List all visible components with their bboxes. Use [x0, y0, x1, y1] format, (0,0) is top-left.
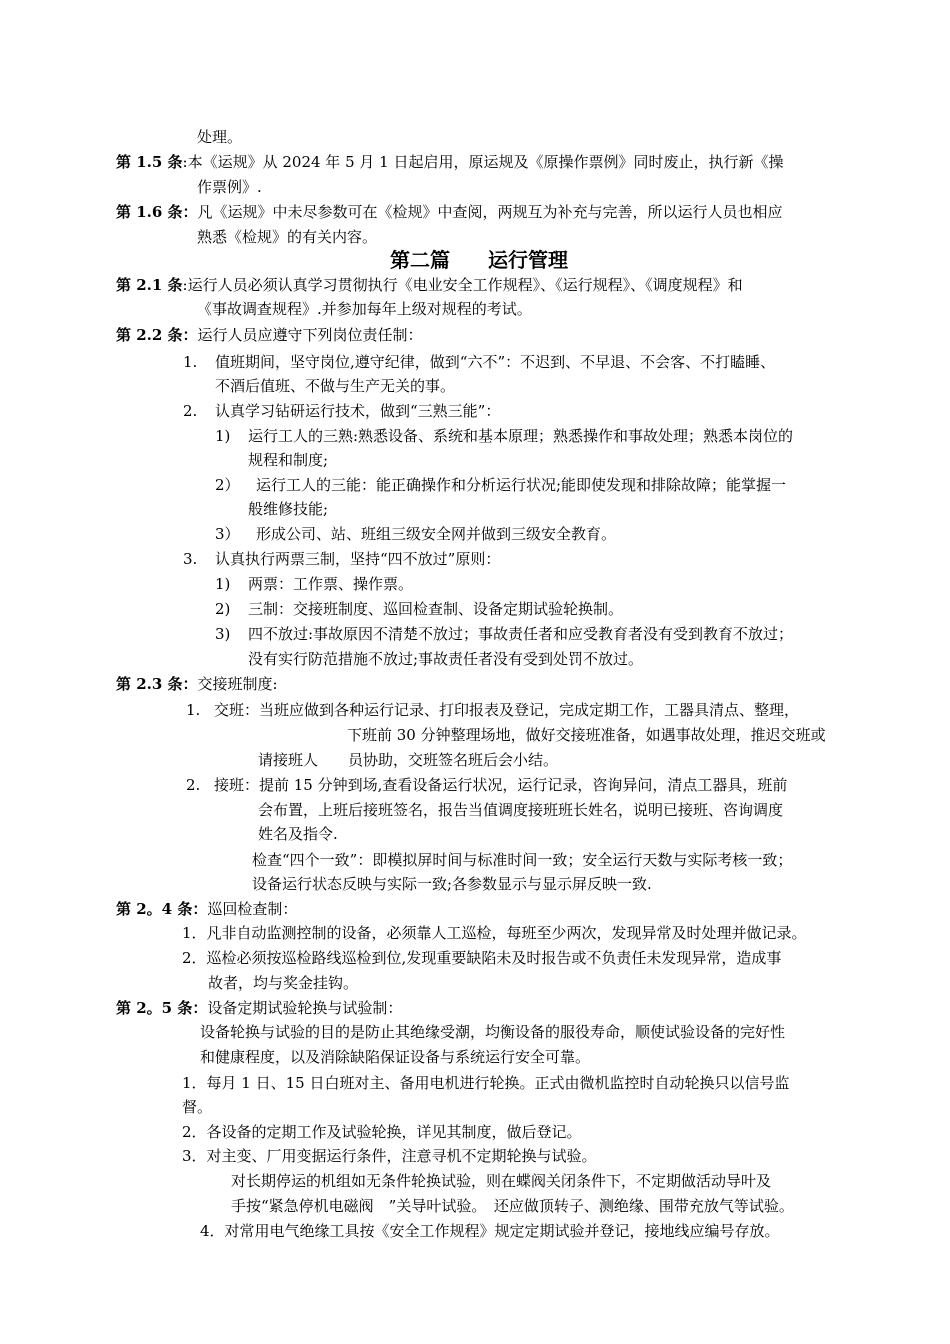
text-line: 凡《运规》中未尽参数可在《检规》中查阅，两规互为补充与完善，所以运行人员也相应 — [197, 203, 783, 221]
text-line: 接班：提前 15 分钟到场,查看设备运行状况，运行记录，咨询异问，清点工器具，班前 — [214, 776, 788, 794]
text-line: 巡回检查制： — [207, 900, 298, 918]
list-number: 3） — [215, 525, 240, 543]
text-line: 认真学习钻研运行技术，做到“三熟三能”： — [215, 402, 501, 420]
article-2-4 — [116, 899, 297, 919]
article-2-5 — [116, 998, 402, 1018]
article-label: 第 1.5 条 — [116, 153, 183, 171]
article-label: 第 2.3 条： — [116, 675, 198, 693]
text-line: 2．巡检必须按巡检路线巡检到位,发现重要缺陷未及时报告或不负责任未发现异常，造成事 — [182, 949, 782, 967]
list-number: 3. — [183, 550, 198, 568]
text-line: 请接班人 员协助，交班签名班后会小结。 — [258, 751, 559, 769]
article-1-6 — [116, 202, 783, 222]
list-number: 1) — [215, 427, 231, 445]
text-line: 四不放过:事故原因不清楚不放过；事故责任者和应受教育者没有受到教育不放过； — [248, 625, 794, 643]
text-line: 不酒后值班、不做与生产无关的事。 — [215, 377, 456, 395]
list-number: 1. — [186, 701, 201, 719]
text-line: 督。 — [182, 1098, 213, 1116]
article-label: 第 2.2 条： — [116, 326, 198, 344]
text-line: 运行工人的三能：能正确操作和分析运行状况;能即使发现和排除故障；能掌握一 — [256, 476, 787, 494]
text-line: 手按“紧急停机电磁阀 ”关导叶试验。 还应做顶转子、测绝缘、围带充放气等试验。 — [231, 1197, 794, 1215]
text-line: 运行人员应遵守下列岗位责任制： — [197, 326, 423, 344]
text-line: 故者，均与奖金挂钩。 — [208, 974, 359, 992]
list-number: 2. — [186, 776, 201, 794]
text-line: 3．对主变、厂用变据运行条件，注意寻机不定期轮换与试验。 — [182, 1147, 597, 1165]
part-number: 第二篇 — [390, 248, 450, 272]
text-line: :本《运规》从 2024 年 5 月 1 日起启用，原运规及《原操作票例》同时废止，执行新《操 — [182, 153, 784, 171]
text-line: 会布置，上班后接班签名，报告当值调度接班班长姓名，说明已接班、咨询调度 — [258, 801, 784, 819]
text-line: 般维修技能; — [248, 500, 329, 518]
text-line: 下班前 30 分钟整理场地，做好交接班准备，如遇事故处理，推迟交班或 — [347, 726, 826, 744]
text-line: 2．各设备的定期工作及试验轮换，详见其制度，做后登记。 — [182, 1123, 582, 1141]
text-line: 认真执行两票三制，坚持“四不放过”原则： — [215, 550, 501, 568]
article-label: 第 2.1 条 — [116, 276, 183, 294]
text-line: 设备轮换与试验的目的是防止其绝缘受潮，均衡设备的服役寿命，顺使试验设备的完好性 — [200, 1023, 786, 1041]
text-line: 交接班制度: — [197, 675, 278, 693]
text-line: :运行人员必须认真学习贯彻执行《电业安全工作规程》、《运行规程》、《调度规程》和 — [182, 276, 743, 294]
text-line: 姓名及指令. — [258, 825, 338, 843]
article-2-3 — [116, 674, 278, 694]
text-line: 熟悉《检规》的有关内容。 — [197, 228, 378, 246]
text-line: 对长期停运的机组如无条件轮换试验，则在蝶阀关闭条件下，不定期做活动导叶及 — [231, 1172, 772, 1190]
text-line: 设备运行状态反映与实际一致;各参数显示与显示屏反映一致. — [252, 875, 652, 893]
list-number: 3) — [215, 625, 231, 643]
text-line: 4．对常用电气绝缘工具按《安全工作规程》规定定期试验并登记，接地线应编号存放。 — [200, 1222, 780, 1240]
text-line: 没有实行防范措施不放过;事故责任者没有受到处罚不放过。 — [248, 650, 644, 668]
article-label: 第 2。5 条： — [116, 999, 208, 1017]
part-title — [390, 247, 568, 273]
text-line: 两票：工作票、操作票。 — [248, 575, 414, 593]
text-line: 值班期间，坚守岗位,遵守纪律，做到“六不”：不迟到、不早退、不会客、不打瞌睡、 — [215, 353, 776, 371]
list-number: 2. — [183, 402, 198, 420]
text-line: 作票例》. — [197, 178, 262, 196]
text-line: 1．凡非自动监测控制的设备，必须靠人工巡检，每班至少两次，发现异常及时处理并做记录。 — [182, 924, 807, 942]
article-1-5 — [116, 152, 783, 172]
article-label: 第 2。4 条： — [116, 900, 208, 918]
text-line: 规程和制度; — [248, 451, 329, 469]
text-line: 1．每月 1 日、15 日白班对主、备用电机进行轮换。正式由微机监控时自动轮换只以信号监 — [182, 1074, 790, 1092]
text-line: 形成公司、站、班组三级安全网并做到三级安全教育。 — [256, 525, 617, 543]
part-name: 运行管理 — [488, 248, 568, 272]
text-line: 检查“四个一致”：即模拟屏时间与标准时间一致；安全运行天数与实际考核一致； — [252, 851, 793, 869]
list-number: 2） — [215, 476, 240, 494]
text-line: 和健康程度，以及消除缺陷保证设备与系统运行安全可靠。 — [200, 1048, 591, 1066]
text-line: 三制：交接班制度、巡回检查制、设备定期试验轮换制。 — [248, 600, 624, 618]
text-line: 设备定期试验轮换与试验制： — [207, 999, 403, 1017]
list-number: 1. — [183, 353, 198, 371]
article-2-1 — [116, 275, 743, 295]
text-line: 运行工人的三熟:熟悉设备、系统和基本原理；熟悉操作和事故处理；熟悉本岗位的 — [248, 427, 794, 445]
text-line: 《事故调查规程》.并参加每年上级对规程的考试。 — [197, 300, 532, 318]
article-label: 第 1.6 条： — [116, 203, 198, 221]
text-line: 处理。 — [197, 128, 243, 146]
text-line: 交班：当班应做到各种运行记录、打印报表及登记，完成定期工作，工器具清点、整理， — [214, 701, 800, 719]
list-number: 2) — [215, 600, 231, 618]
list-number: 1) — [215, 575, 231, 593]
article-2-2 — [116, 325, 423, 345]
